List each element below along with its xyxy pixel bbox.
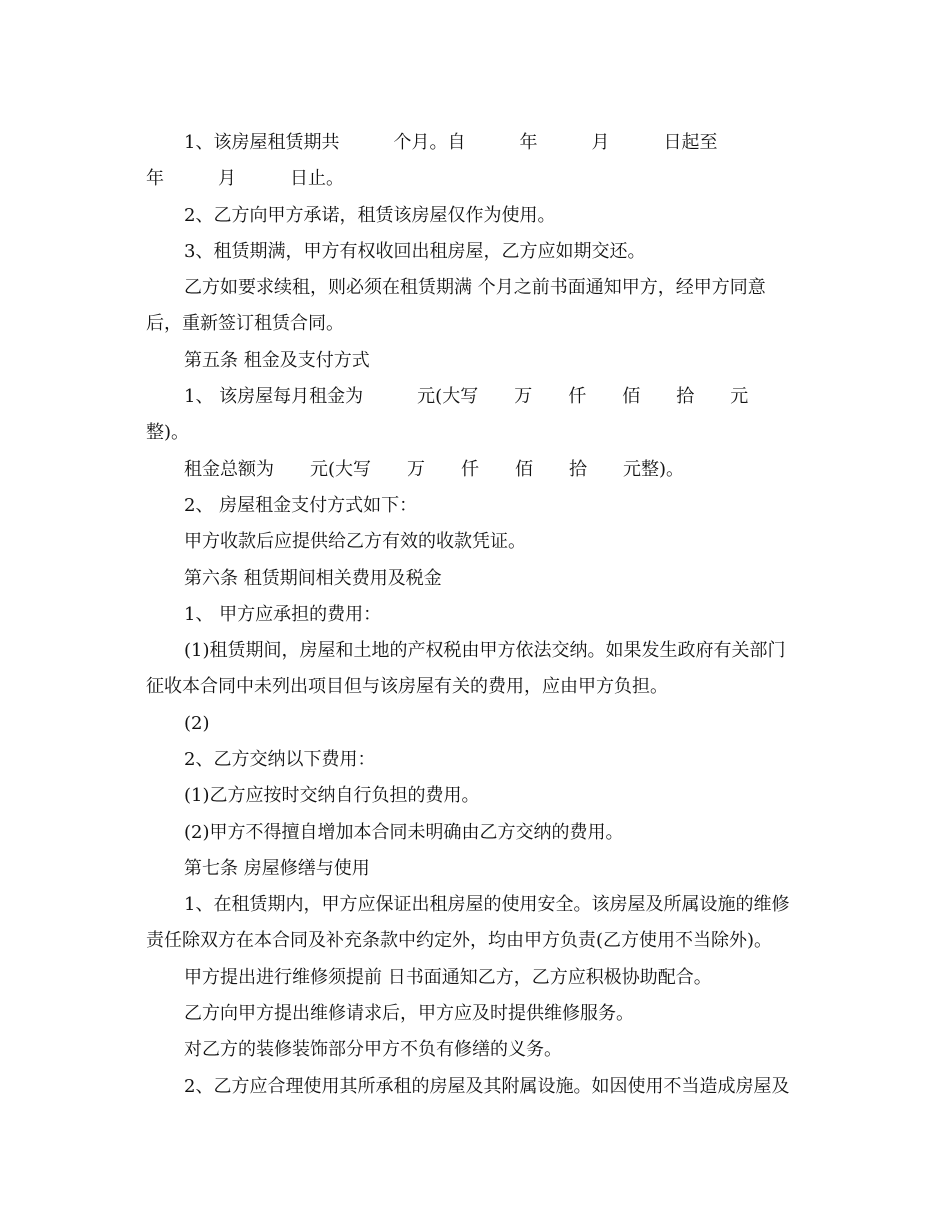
renewal-line: 乙方如要求续租，则必须在租赁期满 个月之前书面通知甲方，经甲方同意 [184, 277, 766, 298]
lessee-fee-item-two: (2)甲方不得擅自增加本合同未明确由乙方交纳的费用。 [184, 822, 624, 843]
total-rent-line: 租金总额为 元(大写 万 仟 佰 拾 元整)。 [184, 459, 685, 480]
proper-use-line: 2、乙方应合理使用其所承租的房屋及其附属设施。如因使用不当造成房屋及 [184, 1076, 790, 1097]
receipt-line: 甲方收款后应提供给乙方有效的收款凭证。 [184, 531, 526, 552]
repair-safety-line: 1、在租赁期内，甲方应保证出租房屋的使用安全。该房屋及所属设施的维修 [184, 894, 790, 915]
payment-method-line: 2、 房屋租金支付方式如下： [184, 495, 418, 516]
repair-safety-continuation: 责任除双方在本合同及补充条款中约定外，均由甲方负责(乙方使用不当除外)。 [146, 930, 773, 951]
item-two-placeholder: (2) [184, 713, 210, 734]
monthly-rent-continuation: 整)。 [146, 422, 190, 443]
term-end-line: 年 月 日止。 [146, 168, 344, 189]
property-tax-continuation: 征收本合同中未列出项目但与该房屋有关的费用，应由甲方负担。 [146, 676, 668, 697]
term-duration-line: 1、该房屋租赁期共 个月。自 年 月 日起至 [184, 132, 718, 153]
renewal-continuation-line: 后，重新签订租赁合同。 [146, 313, 344, 334]
section-six-heading: 第六条 租赁期间相关费用及税金 [184, 568, 442, 589]
repair-notice-line: 甲方提出进行维修须提前 日书面通知乙方，乙方应积极协助配合。 [184, 967, 712, 988]
term-expiry-line: 3、租赁期满，甲方有权收回出租房屋，乙方应如期交还。 [184, 241, 646, 262]
lessor-fees-line: 1、 甲方应承担的费用： [184, 604, 382, 625]
decoration-line: 对乙方的装修装饰部分甲方不负有修缮的义务。 [184, 1039, 562, 1060]
lessee-fee-item-one: (1)乙方应按时交纳自行负担的费用。 [184, 785, 480, 806]
section-seven-heading: 第七条 房屋修缮与使用 [184, 858, 370, 879]
repair-request-line: 乙方向甲方提出维修请求后，甲方应及时提供维修服务。 [184, 1003, 634, 1024]
lessee-fees-line: 2、乙方交纳以下费用： [184, 749, 376, 770]
section-five-heading: 第五条 租金及支付方式 [184, 350, 370, 371]
use-commitment-line: 2、乙方向甲方承诺，租赁该房屋仅作为使用。 [184, 205, 556, 226]
property-tax-line: (1)租赁期间，房屋和土地的产权税由甲方依法交纳。如果发生政府有关部门 [184, 640, 786, 661]
monthly-rent-line: 1、 该房屋每月租金为 元(大写 万 仟 佰 拾 元 [184, 386, 749, 407]
